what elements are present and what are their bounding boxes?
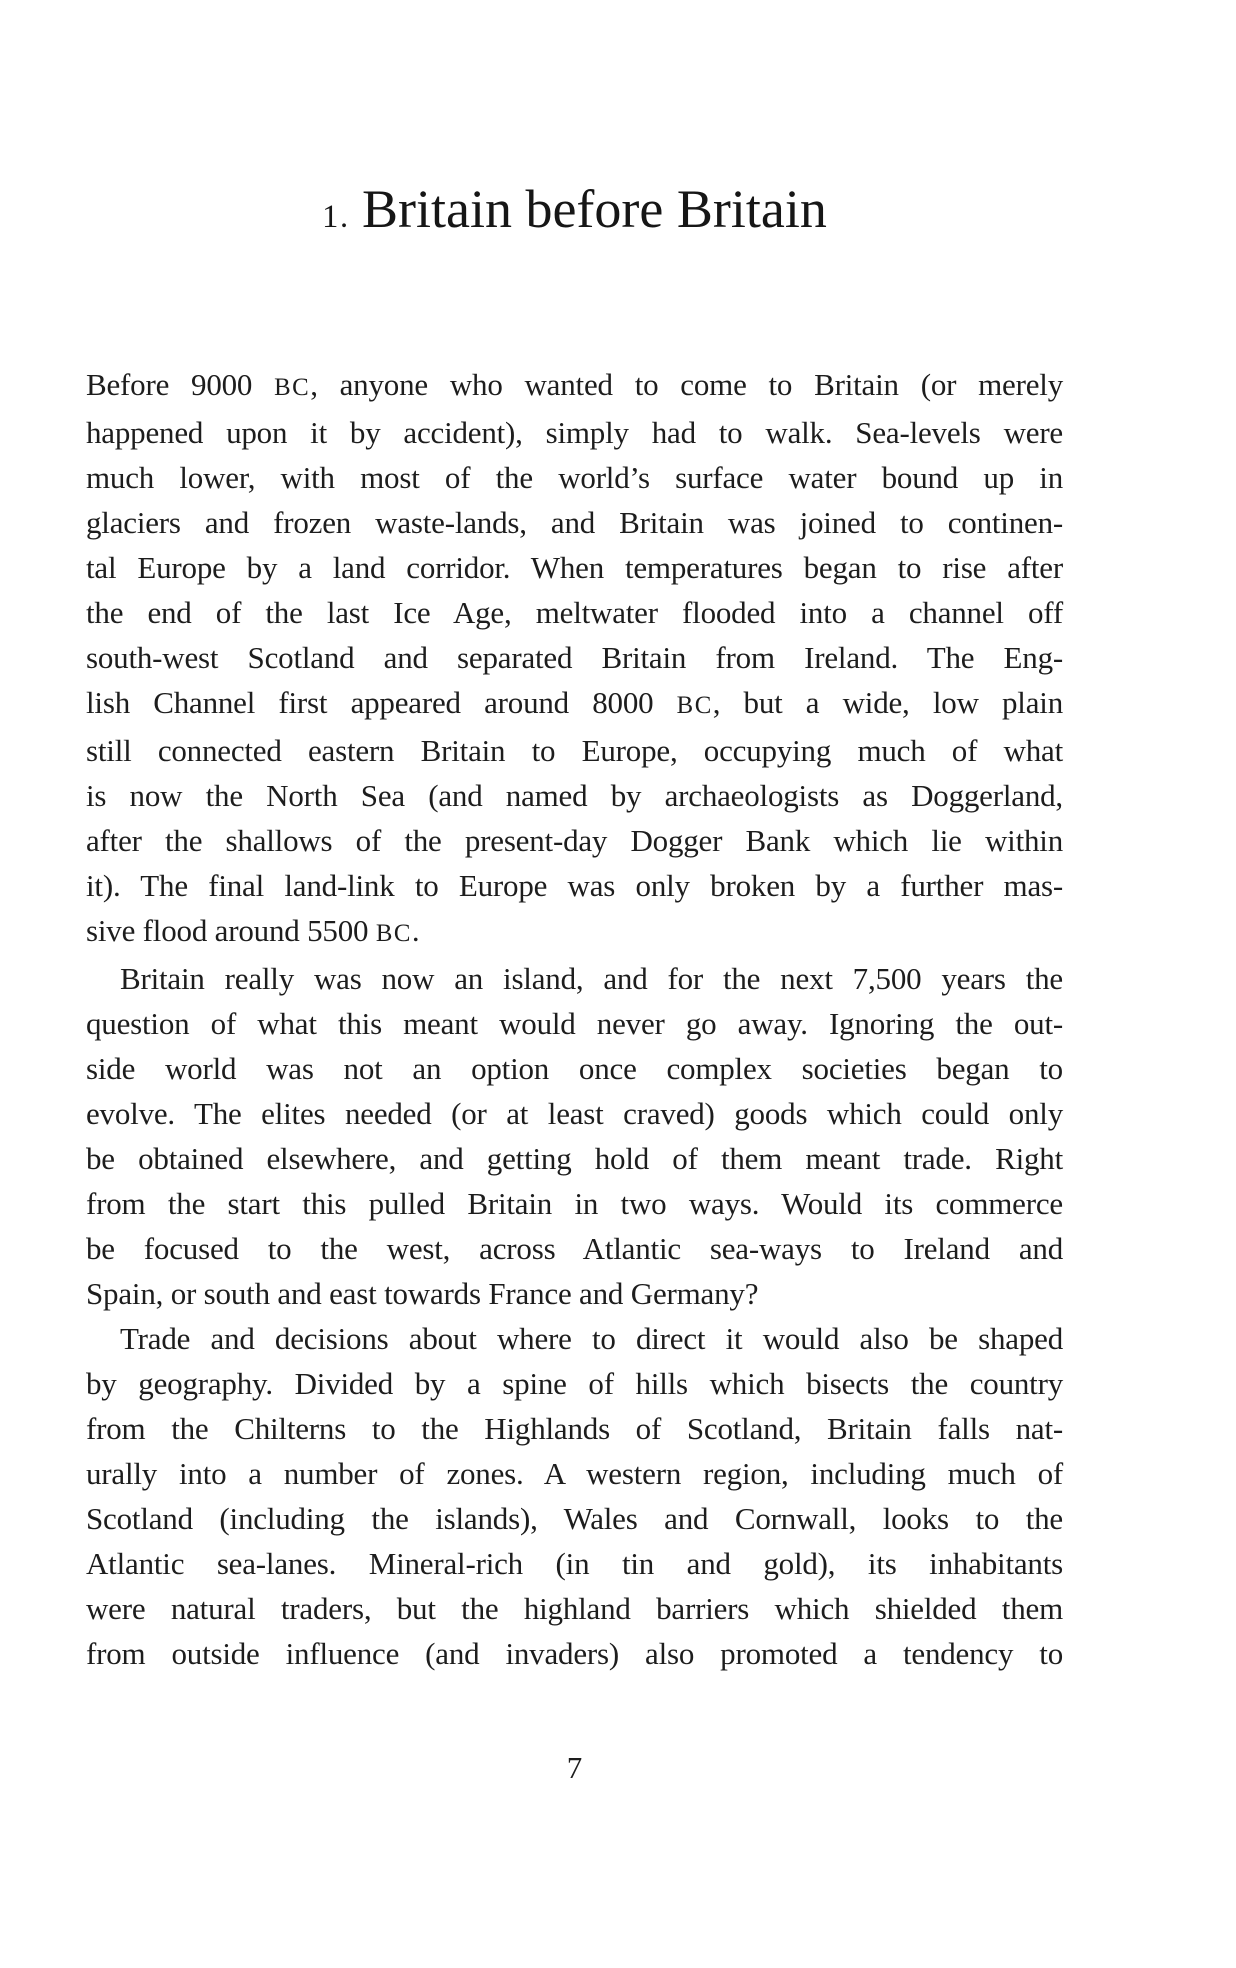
paragraph [86,1316,1063,1676]
text-line: much lower, with most of the world’s surface water bound up in [86,460,1063,495]
text-line: Spain, or south and east towards France and Germany? [86,1276,759,1311]
small-caps-bc: BC [375,920,412,947]
text-line: it). The final land-link to Europe was only broken by a further mas- [86,868,1063,903]
text-line: from the Chilterns to the Highlands of Scotland, Britain falls nat- [86,1411,1063,1446]
small-caps-bc: BC [274,374,311,401]
text-line: lish Channel first appeared around 8000 BC, but a wide, low plain [86,685,1063,720]
text-line: urally into a number of zones. A western region, including much of [86,1456,1063,1491]
text-line: Britain really was now an island, and for the next 7,500 years the [120,961,1063,996]
text-line: Scotland (including the islands), Wales and Cornwall, looks to the [86,1501,1063,1536]
text-line: happened upon it by accident), simply had to walk. Sea-levels were [86,415,1063,450]
text-line: be obtained elsewhere, and getting hold of them meant trade. Right [86,1141,1063,1176]
text-line: Before 9000 BC, anyone who wanted to come to Britain (or merely [86,367,1063,402]
text-line: sive flood around 5500 BC. [86,913,420,948]
text-line: question of what this meant would never go away. Ignoring the out- [86,1006,1063,1041]
chapter-title-text: Britain before Britain [361,179,827,239]
small-caps-bc: BC [676,692,713,719]
text-line: from outside influence (and invaders) also promoted a tendency to [86,1636,1063,1671]
text-line: were natural traders, but the highland barriers which shielded them [86,1591,1063,1626]
chapter-title [86,180,1063,239]
text-line: tal Europe by a land corridor. When temperatures began to rise after [86,550,1063,585]
text-line: is now the North Sea (and named by archaeologists as Doggerland, [86,778,1063,813]
text-line: evolve. The elites needed (or at least craved) goods which could only [86,1096,1063,1131]
chapter-number: 1. [322,199,350,235]
paragraph [86,956,1063,1316]
paragraph [86,362,1063,956]
text-line: the end of the last Ice Age, meltwater flooded into a channel off [86,595,1063,630]
page-number: 7 [566,1750,583,1785]
text-line: Trade and decisions about where to direct it would also be shaped [120,1321,1063,1356]
text-line: from the start this pulled Britain in two ways. Would its commerce [86,1186,1063,1221]
text-block [86,362,1063,1676]
text-line: be focused to the west, across Atlantic sea-ways to Ireland and [86,1231,1063,1266]
text-line: glaciers and frozen waste-lands, and Britain was joined to continen- [86,505,1063,540]
text-line: south-west Scotland and separated Britain from Ireland. The Eng- [86,640,1063,675]
text-line: after the shallows of the present-day Dogger Bank which lie within [86,823,1063,858]
text-line: Atlantic sea-lanes. Mineral-rich (in tin and gold), its inhabitants [86,1546,1063,1581]
text-line: still connected eastern Britain to Europe, occupying much of what [86,733,1063,768]
text-line: side world was not an option once complex societies began to [86,1051,1063,1086]
text-line: by geography. Divided by a spine of hills which bisects the country [86,1366,1063,1401]
